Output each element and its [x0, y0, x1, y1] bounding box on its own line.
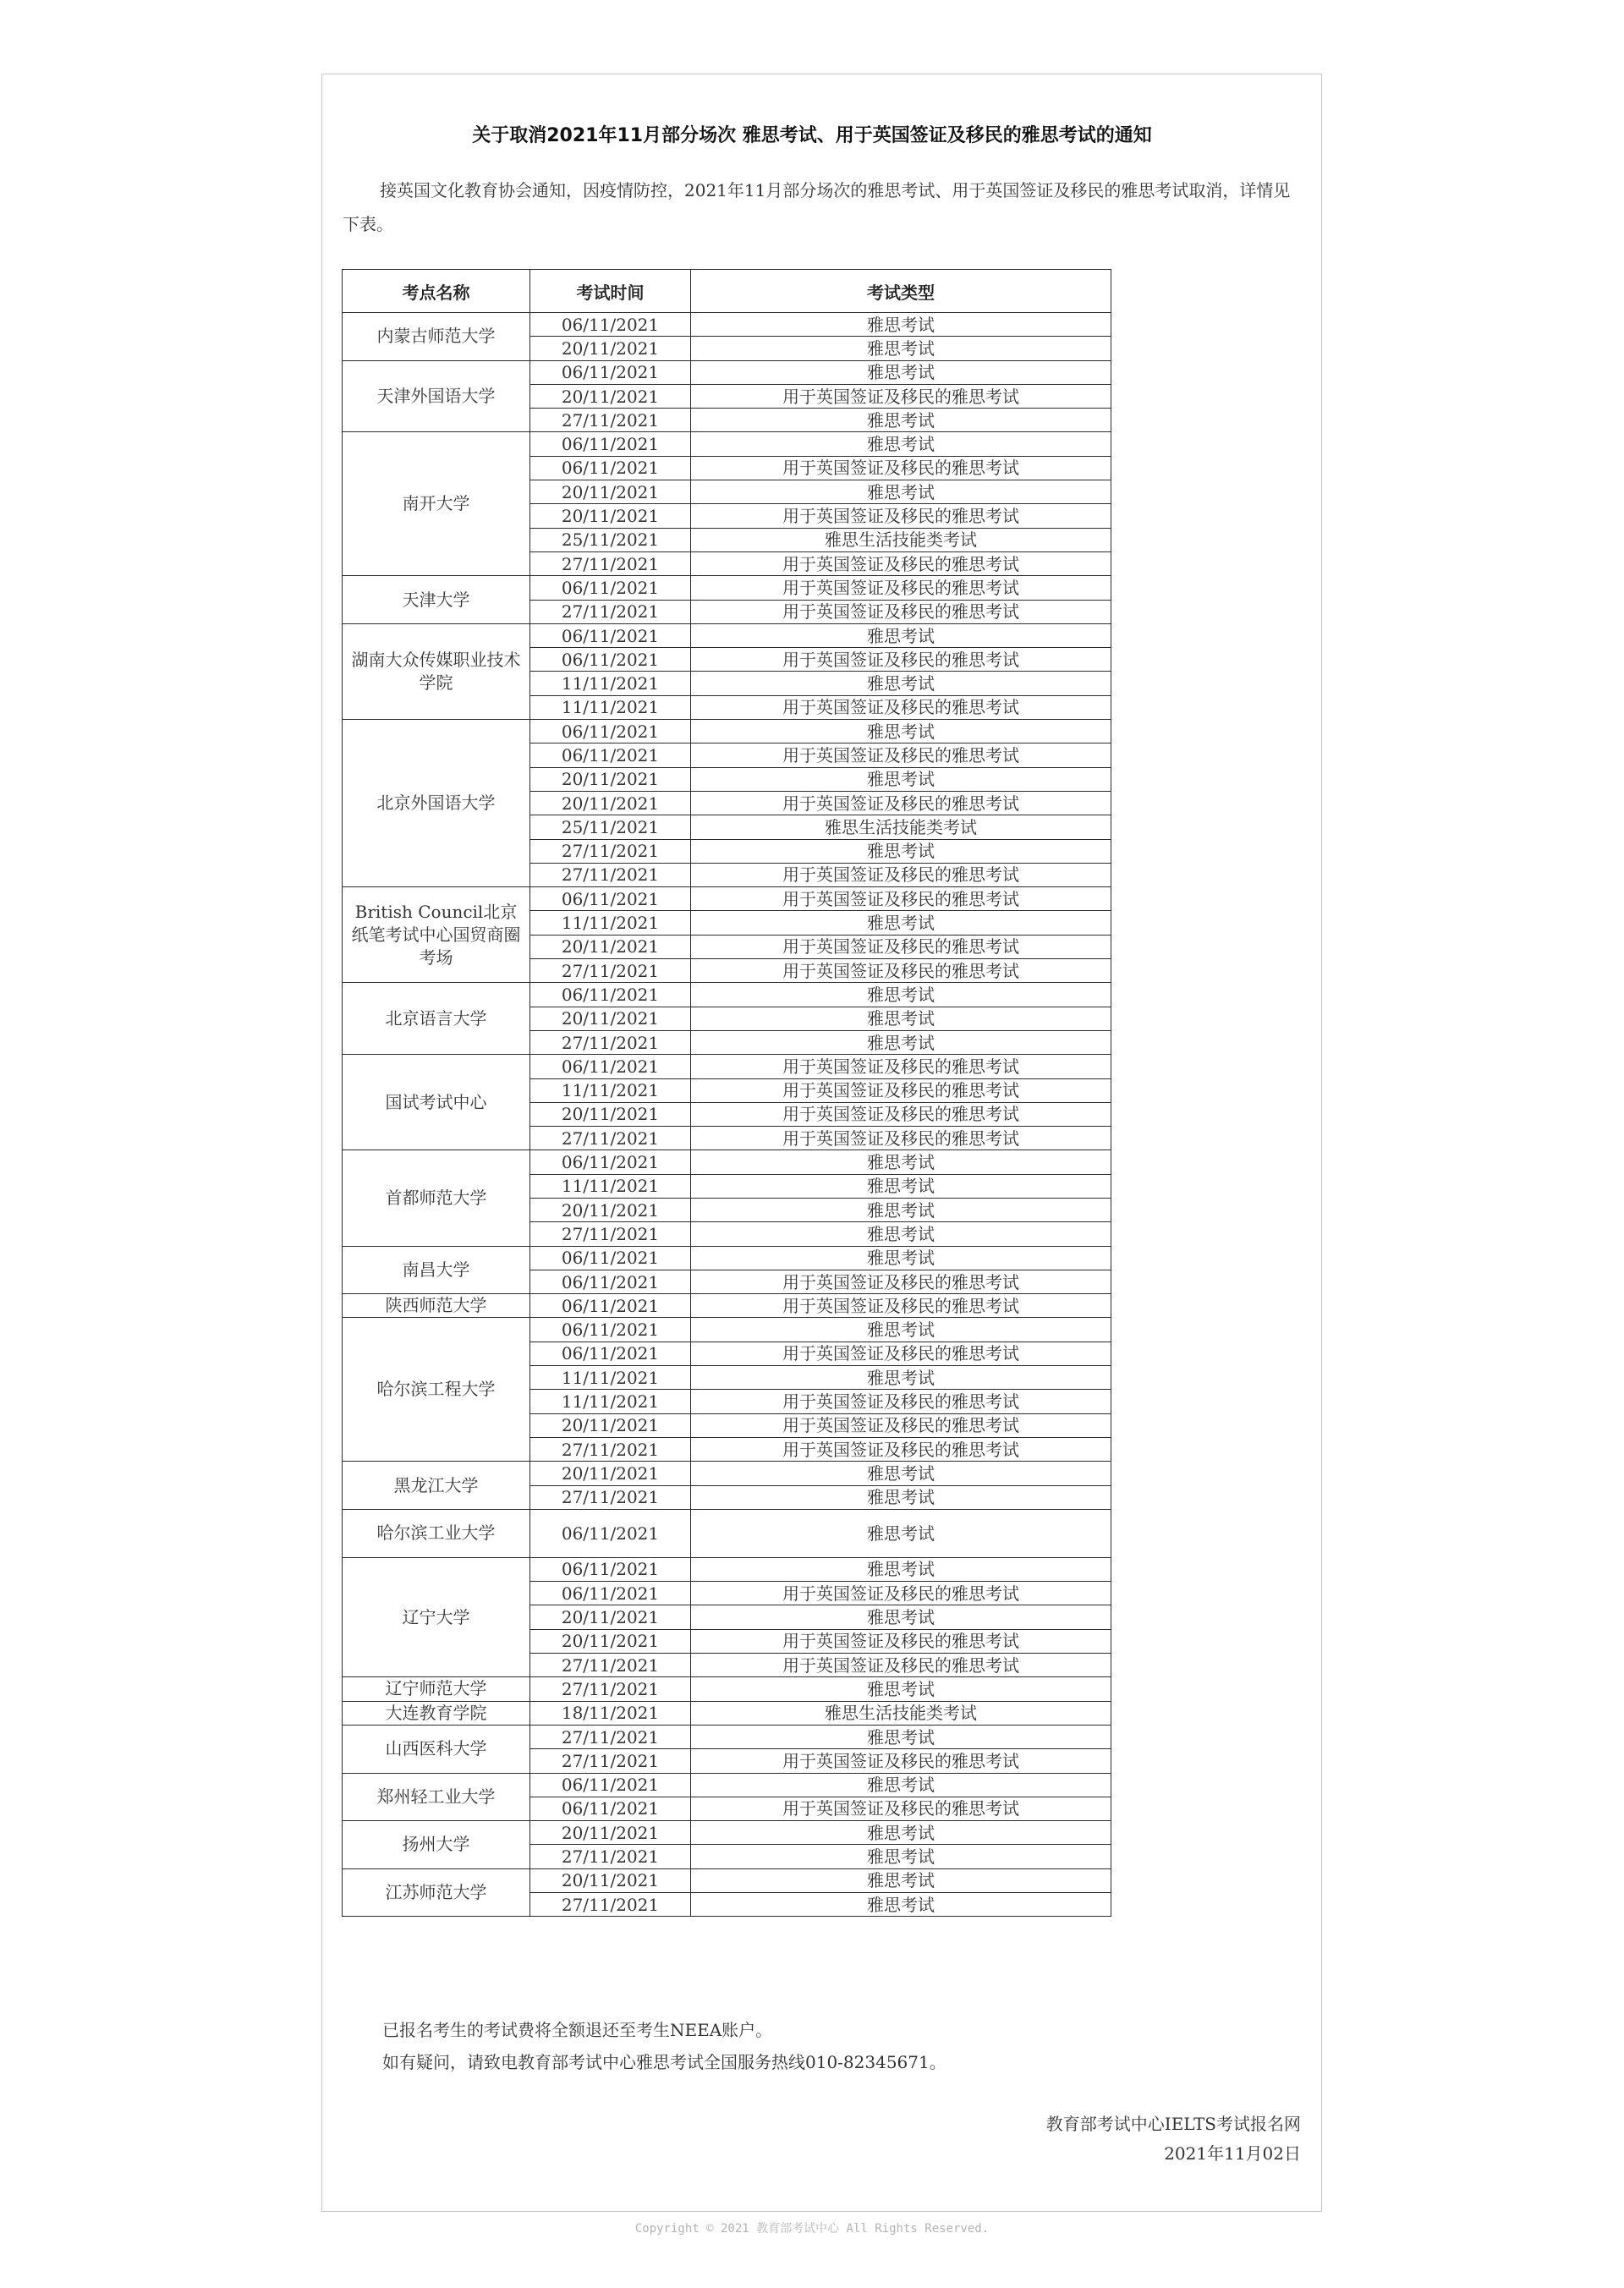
header-venue: 考点名称	[343, 270, 530, 313]
exam-type-cell: 雅思考试	[691, 672, 1111, 695]
venue-cell: 哈尔滨工程大学	[343, 1318, 530, 1462]
exam-type-cell: 雅思考试	[691, 1485, 1111, 1509]
venue-cell: 郑州轻工业大学	[343, 1773, 530, 1821]
exam-date-cell: 06/11/2021	[530, 887, 691, 911]
exam-date-cell: 27/11/2021	[530, 1893, 691, 1917]
exam-date-cell: 06/11/2021	[530, 1509, 691, 1557]
venue-cell: British Council北京纸笔考试中心国贸商圈考场	[343, 887, 530, 983]
exam-type-cell: 雅思考试	[691, 1030, 1111, 1054]
exam-date-cell: 06/11/2021	[530, 432, 691, 456]
table-row	[343, 313, 1111, 337]
signature-org: 教育部考试中心IELTS考试报名网	[1045, 2114, 1301, 2134]
venue-cell: 江苏师范大学	[343, 1868, 530, 1917]
exam-type-cell: 用于英国签证及移民的雅思考试	[691, 1342, 1111, 1365]
venue-cell: 黑龙江大学	[343, 1462, 530, 1510]
exam-type-cell: 雅思考试	[691, 1246, 1111, 1270]
venue-cell: 湖南大众传媒职业技术学院	[343, 623, 530, 719]
exam-type-cell: 雅思考试	[691, 1150, 1111, 1174]
exam-type-cell: 雅思考试	[691, 480, 1111, 504]
venue-cell: 北京外国语大学	[343, 720, 530, 887]
exam-type-cell: 雅思考试	[691, 983, 1111, 1007]
exam-date-cell: 27/11/2021	[530, 959, 691, 983]
table-row	[343, 1725, 1111, 1748]
exam-type-cell: 用于英国签证及移民的雅思考试	[691, 1582, 1111, 1605]
exam-type-cell: 用于英国签证及移民的雅思考试	[691, 648, 1111, 672]
table-row	[343, 432, 1111, 456]
notice-title: 关于取消2021年11月部分场次 雅思考试、用于英国签证及移民的雅思考试的通知	[472, 124, 1152, 146]
contact-note: 如有疑问，请致电教育部考试中心雅思考试全国服务热线010-82345671。	[382, 2052, 946, 2072]
exam-type-cell: 用于英国签证及移民的雅思考试	[691, 1055, 1111, 1078]
exam-date-cell: 27/11/2021	[530, 1222, 691, 1246]
exam-type-cell: 雅思考试	[691, 1557, 1111, 1581]
exam-type-cell: 雅思考试	[691, 1821, 1111, 1845]
venue-cell: 大连教育学院	[343, 1701, 530, 1725]
exam-date-cell: 27/11/2021	[530, 863, 691, 886]
exam-type-cell: 用于英国签证及移民的雅思考试	[691, 1102, 1111, 1126]
exam-type-cell: 用于英国签证及移民的雅思考试	[691, 695, 1111, 719]
exam-type-cell: 用于英国签证及移民的雅思考试	[691, 504, 1111, 528]
exam-date-cell: 20/11/2021	[530, 1462, 691, 1485]
exam-type-cell: 雅思考试	[691, 337, 1111, 360]
venue-cell: 辽宁大学	[343, 1557, 530, 1676]
exam-date-cell: 20/11/2021	[530, 791, 691, 815]
exam-type-cell: 用于英国签证及移民的雅思考试	[691, 1437, 1111, 1461]
exam-type-cell: 雅思考试	[691, 1318, 1111, 1342]
venue-cell: 国试考试中心	[343, 1055, 530, 1150]
exam-type-cell: 雅思考试	[691, 1366, 1111, 1390]
exam-date-cell: 27/11/2021	[530, 1654, 691, 1677]
exam-date-cell: 06/11/2021	[530, 576, 691, 600]
exam-type-cell: 用于英国签证及移民的雅思考试	[691, 1270, 1111, 1293]
exam-date-cell: 25/11/2021	[530, 528, 691, 551]
exam-date-cell: 20/11/2021	[530, 767, 691, 791]
exam-date-cell: 06/11/2021	[530, 623, 691, 647]
exam-date-cell: 27/11/2021	[530, 600, 691, 623]
exam-date-cell: 27/11/2021	[530, 839, 691, 863]
exam-type-cell: 用于英国签证及移民的雅思考试	[691, 1390, 1111, 1413]
table-row	[343, 1294, 1111, 1318]
exam-date-cell: 11/11/2021	[530, 672, 691, 695]
exam-date-cell: 27/11/2021	[530, 1749, 691, 1773]
exam-date-cell: 06/11/2021	[530, 1318, 691, 1342]
table-row	[343, 360, 1111, 384]
signature-date: 2021年11月02日	[1164, 2143, 1301, 2164]
exam-date-cell: 06/11/2021	[530, 983, 691, 1007]
exam-type-cell: 雅思考试	[691, 409, 1111, 432]
exam-type-cell: 雅思考试	[691, 1773, 1111, 1797]
exam-date-cell: 20/11/2021	[530, 1629, 691, 1653]
venue-cell: 扬州大学	[343, 1821, 530, 1869]
notice-intro: 接英国文化教育协会通知，因疫情防控，2021年11月部分场次的雅思考试、用于英国签证及移民的雅思考试取消，详情见下表。	[343, 180, 1291, 234]
exam-type-cell: 用于英国签证及移民的雅思考试	[691, 600, 1111, 623]
exam-date-cell: 20/11/2021	[530, 1007, 691, 1030]
table-body	[343, 313, 1111, 1917]
exam-date-cell: 20/11/2021	[530, 337, 691, 360]
exam-date-cell: 27/11/2021	[530, 1725, 691, 1748]
exam-date-cell: 20/11/2021	[530, 1821, 691, 1845]
exam-date-cell: 27/11/2021	[530, 1845, 691, 1868]
table-row	[343, 1150, 1111, 1174]
exam-type-cell: 用于英国签证及移民的雅思考试	[691, 1294, 1111, 1318]
exam-type-cell: 用于英国签证及移民的雅思考试	[691, 384, 1111, 408]
exam-type-cell: 雅思考试	[691, 1007, 1111, 1030]
table-row	[343, 1868, 1111, 1892]
exam-date-cell: 27/11/2021	[530, 1127, 691, 1150]
exam-date-cell: 11/11/2021	[530, 1390, 691, 1413]
exam-date-cell: 11/11/2021	[530, 1174, 691, 1198]
exam-date-cell: 11/11/2021	[530, 695, 691, 719]
header-exam-date: 考试时间	[530, 270, 691, 313]
exam-date-cell: 20/11/2021	[530, 1605, 691, 1629]
exam-date-cell: 20/11/2021	[530, 935, 691, 958]
exam-date-cell: 25/11/2021	[530, 815, 691, 839]
table-row	[343, 1318, 1111, 1342]
exam-date-cell: 11/11/2021	[530, 1366, 691, 1390]
exam-type-cell: 雅思考试	[691, 1174, 1111, 1198]
exam-date-cell: 20/11/2021	[530, 1198, 691, 1221]
table-row	[343, 983, 1111, 1007]
venue-cell: 山西医科大学	[343, 1725, 530, 1773]
exam-type-cell: 雅思考试	[691, 839, 1111, 863]
exam-date-cell: 06/11/2021	[530, 720, 691, 743]
exam-date-cell: 18/11/2021	[530, 1701, 691, 1725]
table-row	[343, 1773, 1111, 1797]
table-row	[343, 887, 1111, 911]
exam-type-cell: 用于英国签证及移民的雅思考试	[691, 887, 1111, 911]
exam-type-cell: 雅思考试	[691, 1893, 1111, 1917]
exam-date-cell: 27/11/2021	[530, 409, 691, 432]
exam-type-cell: 雅思考试	[691, 1605, 1111, 1629]
header-exam-type: 考试类型	[691, 270, 1111, 313]
exam-date-cell: 06/11/2021	[530, 1270, 691, 1293]
exam-type-cell: 用于英国签证及移民的雅思考试	[691, 1078, 1111, 1102]
exam-type-cell: 雅思考试	[691, 1222, 1111, 1246]
exam-date-cell: 11/11/2021	[530, 1078, 691, 1102]
exam-type-cell: 雅思考试	[691, 1462, 1111, 1485]
exam-date-cell: 06/11/2021	[530, 1557, 691, 1581]
venue-cell: 南开大学	[343, 432, 530, 576]
venue-cell: 内蒙古师范大学	[343, 313, 530, 361]
exam-type-cell: 用于英国签证及移民的雅思考试	[691, 1629, 1111, 1653]
exam-type-cell: 雅思考试	[691, 911, 1111, 935]
exam-type-cell: 雅思生活技能类考试	[691, 815, 1111, 839]
exam-type-cell: 用于英国签证及移民的雅思考试	[691, 791, 1111, 815]
table-row	[343, 576, 1111, 600]
table-row	[343, 1557, 1111, 1581]
exam-type-cell: 雅思生活技能类考试	[691, 528, 1111, 551]
exam-date-cell: 27/11/2021	[530, 1030, 691, 1054]
exam-date-cell: 06/11/2021	[530, 1342, 691, 1365]
exam-type-cell: 雅思考试	[691, 1868, 1111, 1892]
exam-date-cell: 06/11/2021	[530, 743, 691, 767]
exam-date-cell: 20/11/2021	[530, 504, 691, 528]
table-row	[343, 1462, 1111, 1485]
exam-type-cell: 用于英国签证及移民的雅思考试	[691, 863, 1111, 886]
table-row	[343, 1821, 1111, 1845]
table-header-row	[343, 270, 1111, 313]
exam-type-cell: 雅思考试	[691, 360, 1111, 384]
venue-cell: 首都师范大学	[343, 1150, 530, 1246]
exam-date-cell: 06/11/2021	[530, 360, 691, 384]
venue-cell: 北京语言大学	[343, 983, 530, 1055]
refund-note: 已报名考生的考试费将全额退还至考生NEEA账户。	[382, 2020, 773, 2040]
table-row	[343, 1677, 1111, 1701]
table-row	[343, 1701, 1111, 1725]
exam-type-cell: 雅思考试	[691, 1677, 1111, 1701]
exam-type-cell: 雅思考试	[691, 623, 1111, 647]
exam-date-cell: 20/11/2021	[530, 1102, 691, 1126]
exam-date-cell: 06/11/2021	[530, 1582, 691, 1605]
exam-date-cell: 06/11/2021	[530, 456, 691, 480]
exam-date-cell: 11/11/2021	[530, 911, 691, 935]
exam-date-cell: 06/11/2021	[530, 1797, 691, 1820]
exam-date-cell: 06/11/2021	[530, 1246, 691, 1270]
exam-type-cell: 用于英国签证及移民的雅思考试	[691, 935, 1111, 958]
exam-date-cell: 20/11/2021	[530, 384, 691, 408]
exam-type-cell: 用于英国签证及移民的雅思考试	[691, 576, 1111, 600]
exam-date-cell: 06/11/2021	[530, 648, 691, 672]
exam-type-cell: 雅思考试	[691, 313, 1111, 337]
exam-type-cell: 用于英国签证及移民的雅思考试	[691, 1797, 1111, 1820]
exam-date-cell: 06/11/2021	[530, 1773, 691, 1797]
table-row	[343, 720, 1111, 743]
exam-date-cell: 27/11/2021	[530, 1677, 691, 1701]
venue-cell: 陕西师范大学	[343, 1294, 530, 1318]
exam-date-cell: 06/11/2021	[530, 1294, 691, 1318]
exam-type-cell: 用于英国签证及移民的雅思考试	[691, 743, 1111, 767]
exam-date-cell: 20/11/2021	[530, 1868, 691, 1892]
venue-cell: 南昌大学	[343, 1246, 530, 1294]
exam-type-cell: 用于英国签证及移民的雅思考试	[691, 1749, 1111, 1773]
exam-type-cell: 用于英国签证及移民的雅思考试	[691, 959, 1111, 983]
table-row	[343, 623, 1111, 647]
venue-cell: 辽宁师范大学	[343, 1677, 530, 1701]
exam-type-cell: 雅思考试	[691, 1509, 1111, 1557]
exam-type-cell: 用于英国签证及移民的雅思考试	[691, 1127, 1111, 1150]
exam-date-cell: 27/11/2021	[530, 1485, 691, 1509]
exam-type-cell: 用于英国签证及移民的雅思考试	[691, 456, 1111, 480]
venue-cell: 天津外国语大学	[343, 360, 530, 432]
exam-type-cell: 雅思生活技能类考试	[691, 1701, 1111, 1725]
exam-type-cell: 雅思考试	[691, 1725, 1111, 1748]
exam-type-cell: 用于英国签证及移民的雅思考试	[691, 1654, 1111, 1677]
exam-type-cell: 用于英国签证及移民的雅思考试	[691, 551, 1111, 575]
exam-type-cell: 雅思考试	[691, 432, 1111, 456]
exam-type-cell: 雅思考试	[691, 1845, 1111, 1868]
exam-date-cell: 06/11/2021	[530, 313, 691, 337]
table-row	[343, 1055, 1111, 1078]
exam-type-cell: 雅思考试	[691, 767, 1111, 791]
exam-date-cell: 20/11/2021	[530, 1413, 691, 1437]
exam-date-cell: 06/11/2021	[530, 1055, 691, 1078]
exam-date-cell: 27/11/2021	[530, 551, 691, 575]
exam-type-cell: 雅思考试	[691, 720, 1111, 743]
venue-cell: 哈尔滨工业大学	[343, 1509, 530, 1557]
table-row	[343, 1246, 1111, 1270]
exam-type-cell: 用于英国签证及移民的雅思考试	[691, 1413, 1111, 1437]
cancellation-table	[342, 269, 1111, 1917]
exam-date-cell: 20/11/2021	[530, 480, 691, 504]
exam-date-cell: 27/11/2021	[530, 1437, 691, 1461]
venue-cell: 天津大学	[343, 576, 530, 624]
exam-type-cell: 雅思考试	[691, 1198, 1111, 1221]
copyright-footer: Copyright © 2021 教育部考试中心 All Rights Reserved.	[634, 2222, 990, 2236]
table-row	[343, 1509, 1111, 1557]
exam-date-cell: 06/11/2021	[530, 1150, 691, 1174]
